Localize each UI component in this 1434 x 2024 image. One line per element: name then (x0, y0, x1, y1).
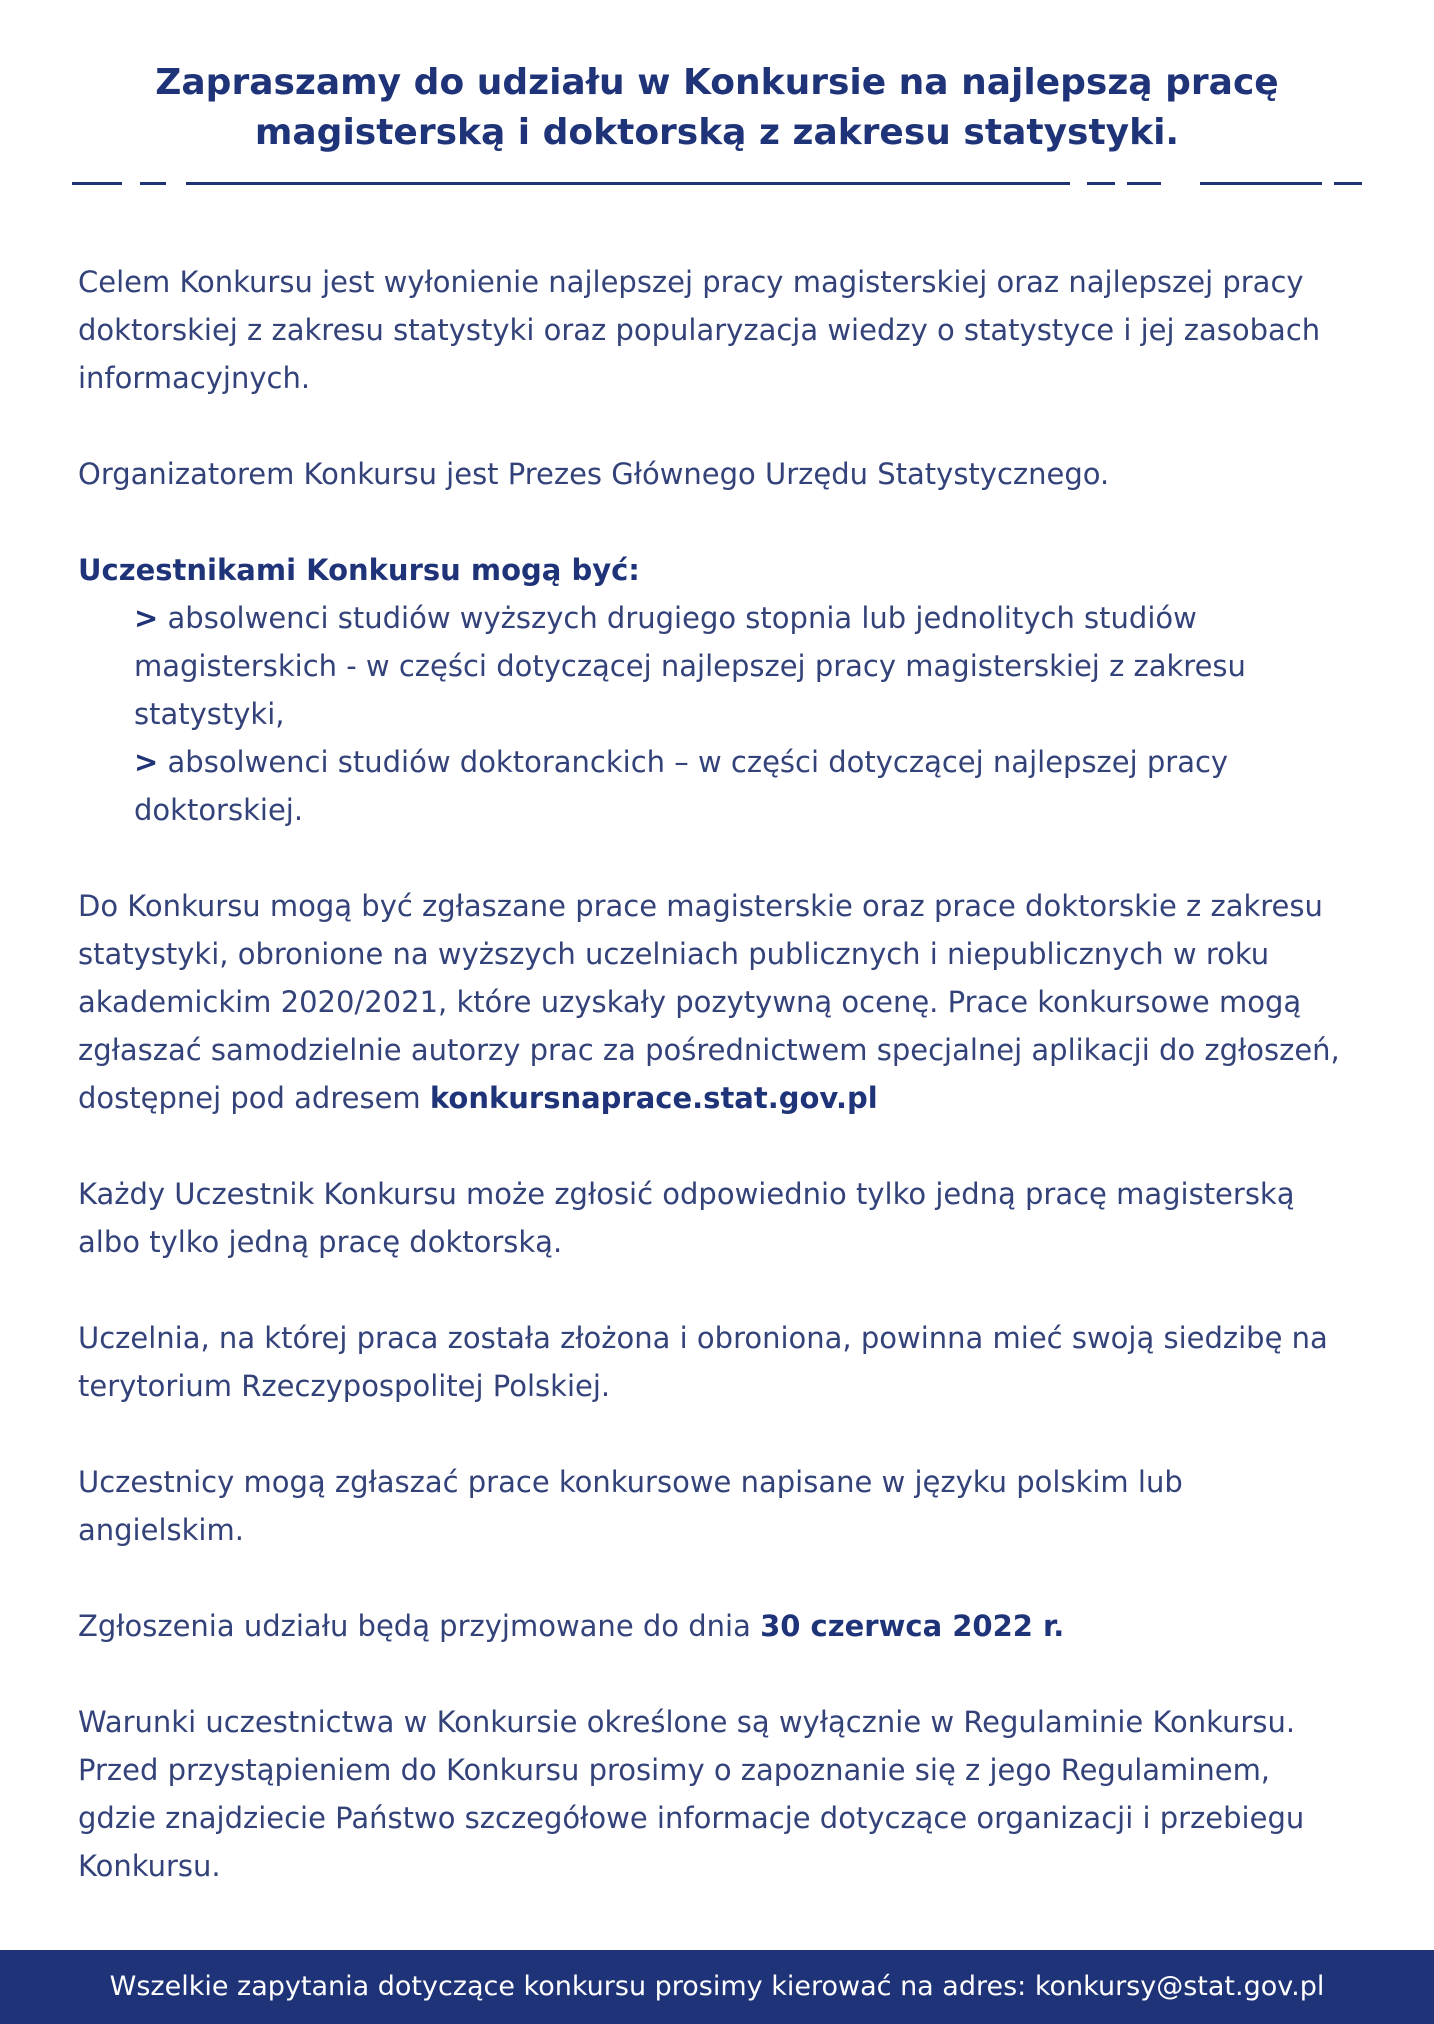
page-title-line-1: Zapraszamy do udziału w Konkursie na najlepszą pracę (155, 62, 1279, 103)
participant-text: absolwenci studiów wyższych drugiego stopnia lub jednolitych studiów magisterskich - w części dotyczącej najlepszej pracy magisterskiej z zakresu statystyki, (134, 601, 1246, 731)
language-paragraph: Uczestnicy mogą zgłaszać prace konkursowe napisane w języku polskim lub angielskim. (78, 1465, 1183, 1547)
submissions-link[interactable]: konkursnaprace.stat.gov.pl (429, 1081, 878, 1115)
dash-segment (1200, 182, 1322, 185)
rules-paragraph: Warunki uczestnictwa w Konkursie określone są wyłącznie w Regulaminie Konkursu. Przed przystąpieniem do Konkursu prosimy o zapoznanie się z jego Regulaminem, gdzie znajdziecie Państwo szczegółowe informacje dotyczące organizacji i przebiegu Konkursu. (78, 1705, 1305, 1883)
list-item (134, 738, 1348, 834)
dash-segment (186, 182, 1070, 185)
deadline-text: Zgłoszenia udziału będą przyjmowane do dnia (78, 1609, 761, 1643)
list-item (134, 594, 1348, 738)
deadline-date: 30 czerwca 2022 r. (760, 1609, 1065, 1643)
participants-heading: Uczestnikami Konkursu mogą być: (78, 553, 640, 587)
participants-list (78, 594, 1348, 834)
dash-segment (72, 182, 122, 185)
dash-segment (1127, 182, 1161, 185)
deadline-paragraph (78, 1602, 1348, 1650)
goal-paragraph: Celem Konkursu jest wyłonienie najlepszej pracy magisterskiej oraz najlepszej pracy doktorskiej z zakresu statystyki oraz popularyzacja wiedzy o statystyce i jej zasobach informacyjnych. (78, 265, 1321, 395)
dash-segment (1334, 182, 1362, 185)
dash-segment (1087, 182, 1115, 185)
main-content (78, 258, 1348, 1938)
footer-contact-text: Wszelkie zapytania dotyczące konkursu prosimy kierować na adres: konkursy@stat.gov.pl (109, 1971, 1325, 2002)
decorative-dash-line (0, 182, 1434, 186)
organizer-paragraph: Organizatorem Konkursu jest Prezes Głównego Urzędu Statystycznego. (78, 457, 1110, 491)
one-work-paragraph: Każdy Uczestnik Konkursu może zgłosić odpowiednio tylko jedną pracę magisterską albo tylko jedną pracę doktorską. (78, 1177, 1295, 1259)
chevron-right-icon: > (134, 601, 159, 635)
page-title (100, 58, 1334, 158)
participant-text: absolwenci studiów doktoranckich – w części dotyczącej najlepszej pracy doktorskiej. (134, 745, 1229, 827)
page-title-line-2: magisterską i doktorską z zakresu statystyki. (254, 112, 1180, 153)
university-paragraph: Uczelnia, na której praca została złożona i obroniona, powinna mieć swoją siedzibę na terytorium Rzeczypospolitej Polskiej. (78, 1321, 1328, 1403)
chevron-right-icon: > (134, 745, 159, 779)
dash-segment (140, 182, 166, 185)
submissions-paragraph (78, 882, 1348, 1122)
submissions-text: Do Konkursu mogą być zgłaszane prace magisterskie oraz prace doktorskie z zakresu statystyki, obronione na wyższych uczelniach publicznych i niepublicznych w roku akademickim 2020/2021, które uzyskały pozytywną ocenę. Prace konkursowe mogą zgłaszać samodzielnie autorzy prac za pośrednictwem specjalnej aplikacji do zgłoszeń, dostępnej pod adresem (78, 889, 1340, 1115)
footer-bar (0, 1950, 1434, 2024)
